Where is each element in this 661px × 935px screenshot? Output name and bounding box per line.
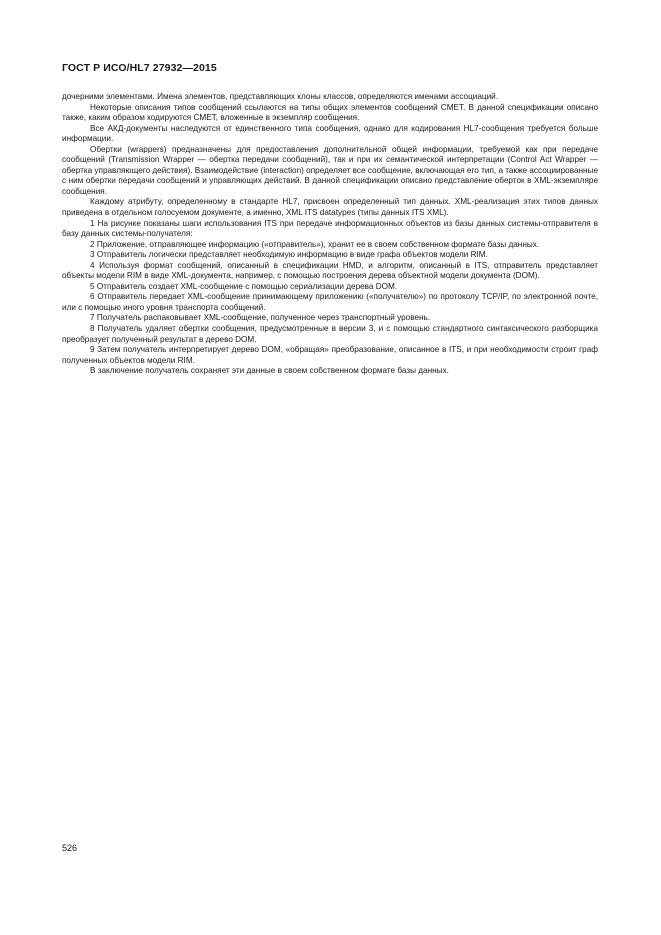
step-8: 8 Получатель удаляет обертки сообщения, предусмотренные в версии 3, и с помощью стандартного синтаксического разборщика преобразует полученный результат в дерево DOM.: [62, 324, 598, 344]
step-3: 3 Отправитель логически представляет необходимую информацию в виде графа объектов модели RIM.: [90, 250, 488, 260]
paragraph-wrappers: Обертки (wrappers) предназначены для предоставления дополнительной общей информации, требуемой как при передаче сообщений (Transmission Wrapper — обертка передачи сообщений), так и при их семантической интерпретации (Control Act Wrapper — обертка управляющего действия). Взаимодействие (interaction) определяет все сообщение, включающая его тип, а также ассоциированные с ним обертки передачи сообщений и управляющих действий. В данной спецификации описано представление оберток в XML-экземпляре сообщения.: [62, 144, 598, 196]
body-text: [62, 92, 598, 377]
step-6: 6 Отправитель передает XML-сообщение принимающему приложению («получателю») по протоколу TCP/IP, по электронной почте, или с помощью иного уровня транспорта сообщений.: [62, 292, 598, 312]
step-4: 4 Используя формат сообщений, описанный в спецификации HMD, и алгоритм, описанный в ITS, отправитель представляет объекты модели RIM в виде XML-документа, например, с помощью построения дерева объектной модели документа (DOM).: [62, 260, 598, 281]
step-9: 9 Затем получатель интерпретирует дерево DOM, «обращая» преобразование, описанное в ITS, и при необходимости строит граф полученных объектов модели RIM.: [62, 345, 598, 365]
paragraph-conclusion: В заключение получатель сохраняет эти данные в своем собственном формате базы данных.: [90, 366, 449, 376]
paragraph-cmet: Некоторые описания типов сообщений ссылаются на типы общих элементов сообщений CMET. В данной спецификации описано также, каким образом кодируются CMET, вложенные в экземпляр сообщения.: [62, 102, 598, 123]
step-5: 5 Отправитель создает XML-сообщение с помощью сериализации дерева DOM.: [90, 281, 398, 291]
step-1: 1 На рисунке показаны шаги использования ITS при передаче информационных объектов из базы данных системы-отправителя в базу данных системы-получателя:: [62, 218, 598, 239]
page-number: 526: [62, 843, 78, 853]
paragraph-data-types: Каждому атрибуту, определенному в стандарте HL7, присвоен определенный тип данных. XML-реализация этих типов данных приведена в отдельном голосуемом документе, а именно, XML ITS datatypes (типы данных ITS XML).: [62, 197, 598, 218]
paragraph-continuation: дочерними элементами. Имена элементов, представляющих клоны классов, определяются именами ассоциаций.: [62, 92, 499, 101]
step-7: 7 Получатель распаковывает XML-сообщение, полученное через транспортный уровень.: [90, 313, 431, 323]
document-header-title: ГОСТ Р ИСО/HL7 27932—2015: [62, 62, 217, 74]
paragraph-akd-documents: Все АКД-документы наследуются от единственного типа сообщения, однако для кодирования HL7-сообщения требуется больше информации.: [62, 123, 598, 144]
step-2: 2 Приложение, отправляющее информацию («отправитель»), хранит ее в своем собственном формате базы данных.: [90, 239, 540, 249]
